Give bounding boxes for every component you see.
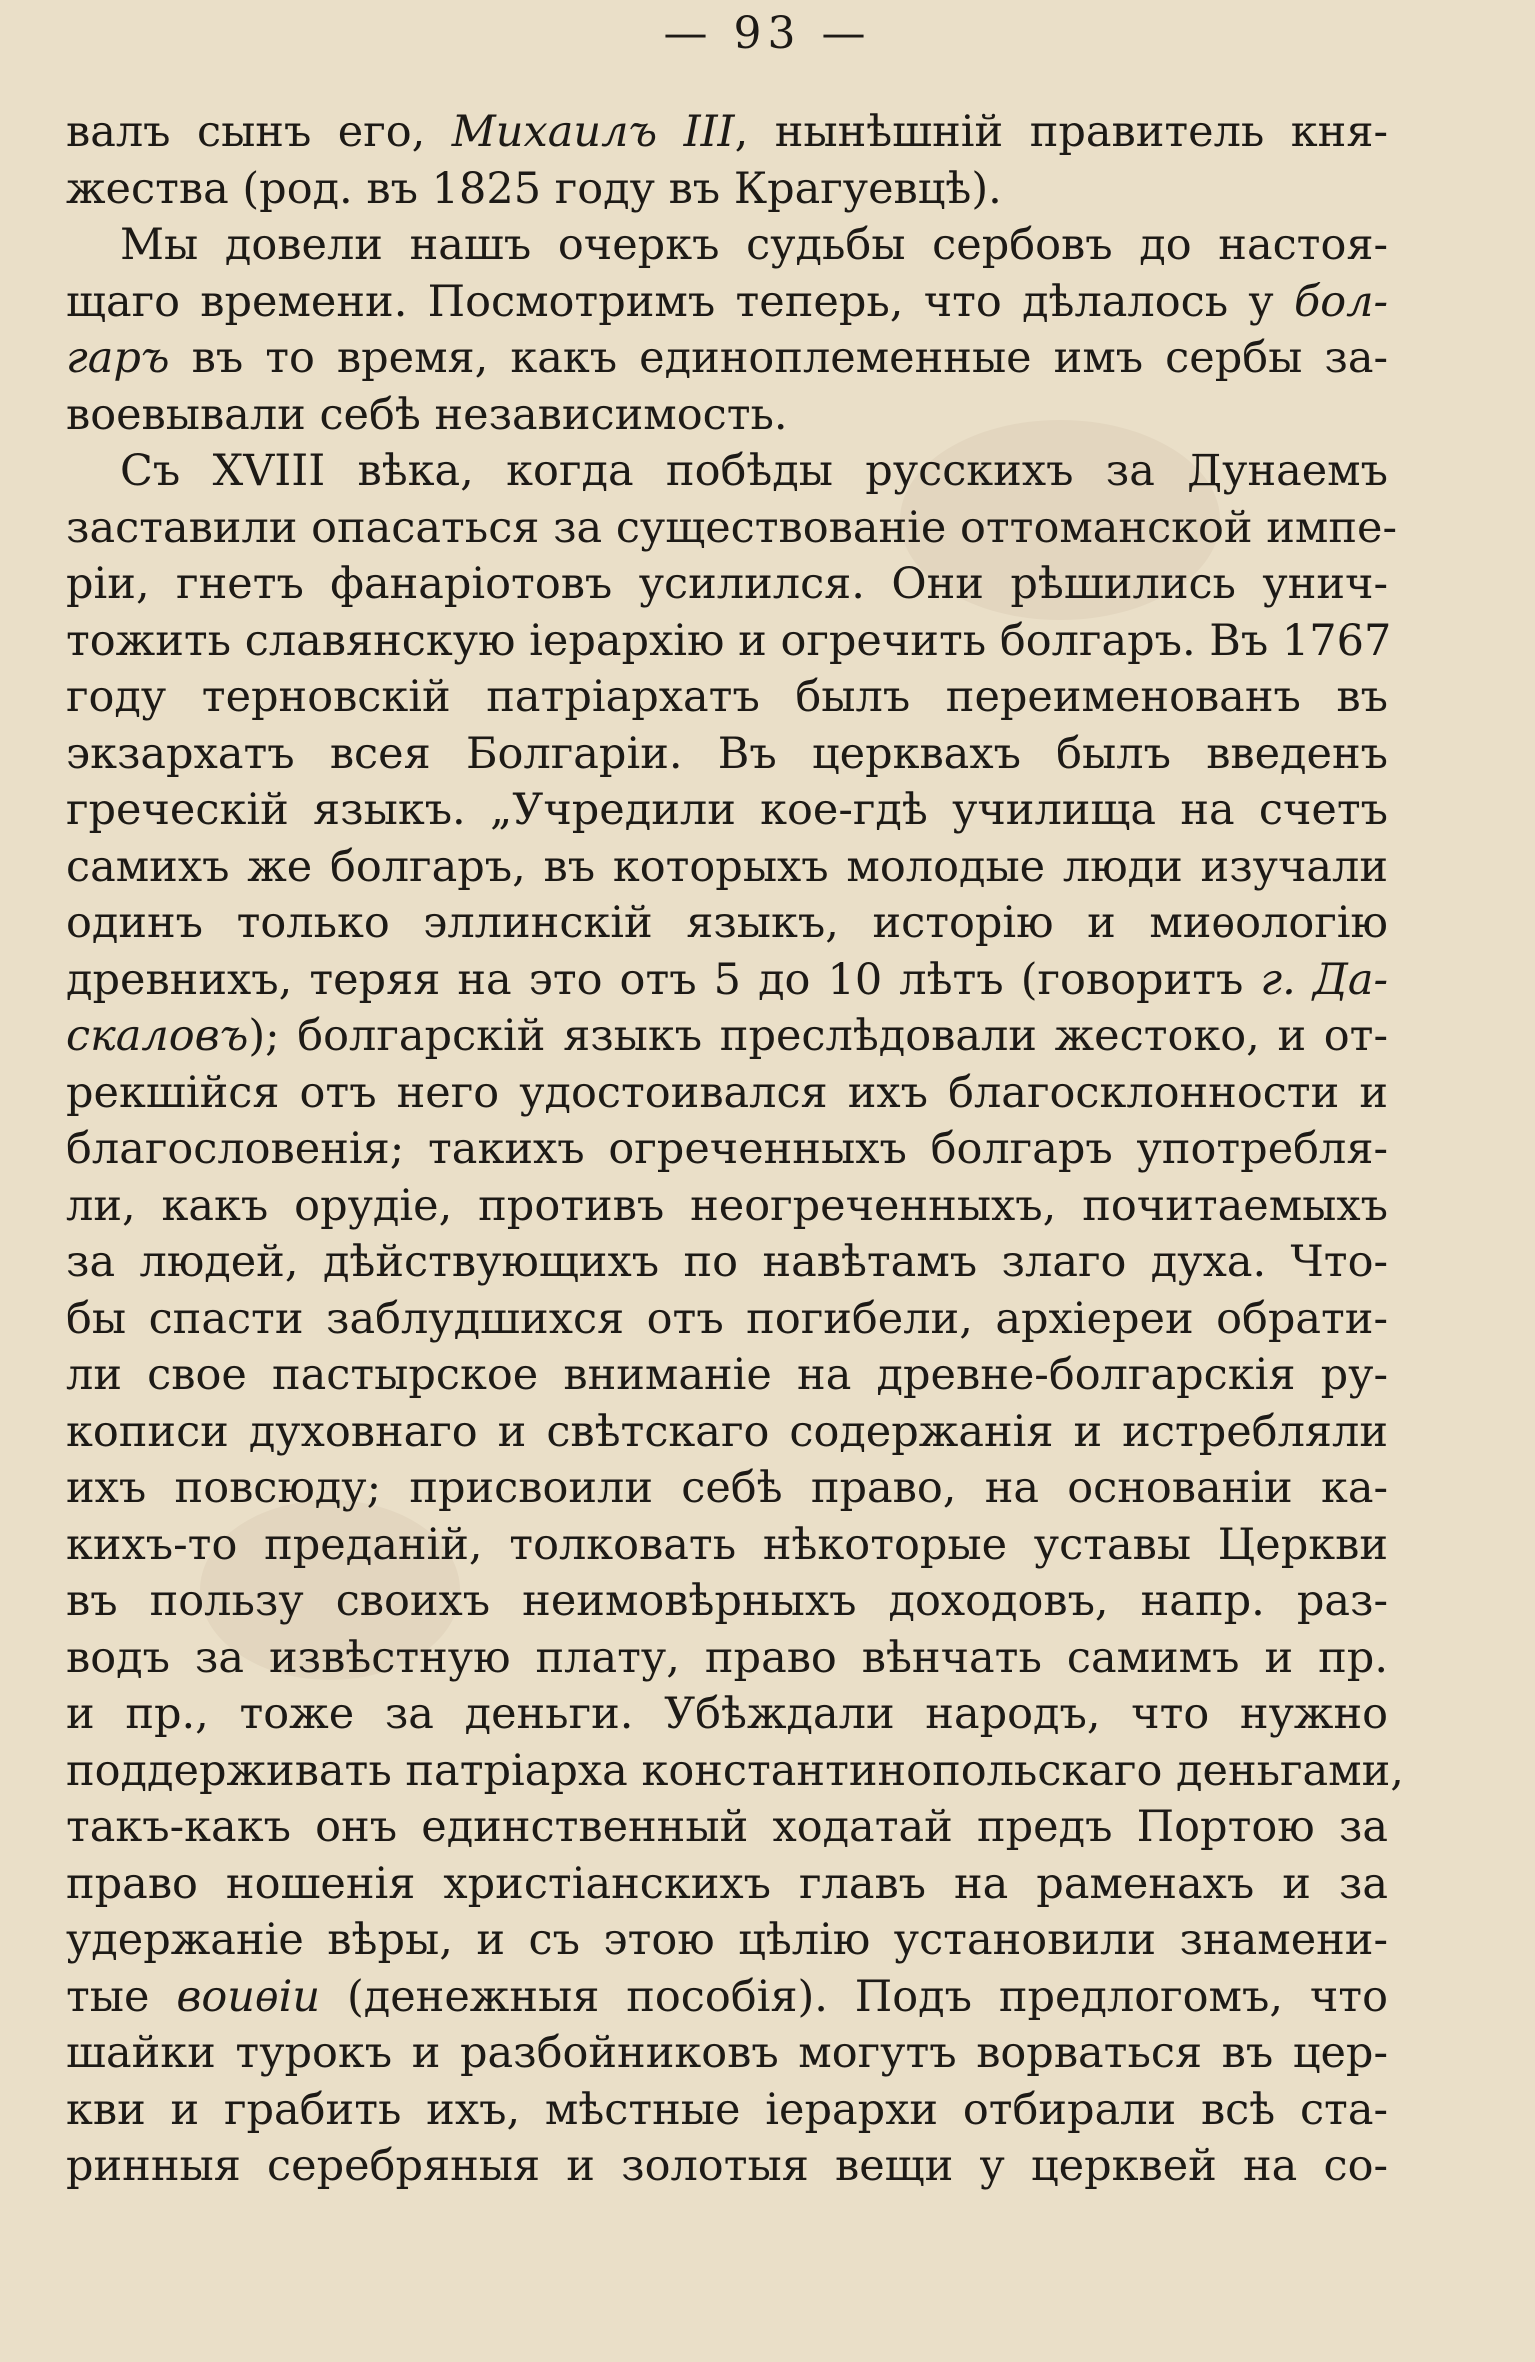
text-line: ли свое пастырское вниманіе на древне-болгарскія ру- bbox=[66, 1350, 1388, 1400]
text-line: тожить славянскую іерархію и огречить болгаръ. Въ 1767 bbox=[66, 615, 1392, 666]
text-line: рекшійся отъ него удостоивался ихъ благосклонности и bbox=[66, 1067, 1388, 1118]
text-line: и пр., тоже за деньги. Убѣждали народъ, что нужно bbox=[66, 1689, 1388, 1739]
italic-text: Михаилъ III bbox=[451, 107, 735, 157]
body-text bbox=[66, 104, 1404, 2195]
text-line: право ношенія христіанскихъ главъ на раменахъ и за bbox=[66, 1858, 1388, 1909]
text-line: водъ за извѣстную плату, право вѣнчать самимъ и пр. bbox=[66, 1632, 1388, 1683]
text-line: тые воиѳіи (денежныя пособія). Подъ предлогомъ, что bbox=[66, 1971, 1388, 2022]
text-line: заставили опасаться за существованіе оттоманской импе- bbox=[66, 502, 1398, 553]
text-line: ринныя серебряныя и золотыя вещи у церквей на со- bbox=[66, 2141, 1388, 2191]
text-line: кви и грабить ихъ, мѣстные іерархи отбирали всѣ ста- bbox=[66, 2084, 1388, 2135]
text-line: одинъ только эллинскій языкъ, исторію и миѳологію bbox=[66, 898, 1388, 948]
text-line: Мы довели нашъ очеркъ судьбы сербовъ до настоя- bbox=[120, 220, 1388, 270]
paragraph bbox=[66, 104, 1388, 217]
text-line: воевывали себѣ независимость. bbox=[66, 389, 788, 440]
paragraph bbox=[66, 443, 1404, 2195]
italic-text: гаръ bbox=[66, 333, 170, 383]
text-line: шайки турокъ и разбойниковъ могутъ ворваться въ цер- bbox=[66, 2028, 1388, 2078]
text-line: кописи духовнаго и свѣтскаго содержанія и истребляли bbox=[66, 1406, 1388, 1457]
text-line: скаловъ); болгарскій языкъ преслѣдовали жестоко, и от- bbox=[66, 1011, 1388, 1061]
text-line: кихъ-то преданій, толковать нѣкоторые уставы Церкви bbox=[66, 1519, 1388, 1570]
text-line: за людей, дѣйствующихъ по навѣтамъ злаго духа. Что- bbox=[66, 1237, 1388, 1287]
text-line: гаръ въ то время, какъ единоплеменные имъ сербы за- bbox=[66, 333, 1388, 383]
text-line: поддерживать патріарха константинопольскаго деньгами, bbox=[66, 1745, 1404, 1796]
text-line: греческій языкъ. „Учредили кое-гдѣ училища на счетъ bbox=[66, 785, 1388, 835]
italic-text: воиѳіи bbox=[176, 1971, 321, 2022]
text-line: въ пользу своихъ неимовѣрныхъ доходовъ, напр. раз- bbox=[66, 1576, 1388, 1626]
text-line: благословенія; такихъ огреченныхъ болгаръ употребля- bbox=[66, 1124, 1388, 1174]
text-line: древнихъ, теряя на это отъ 5 до 10 лѣтъ (говоритъ г. Да- bbox=[66, 954, 1388, 1005]
text-line: ріи, гнетъ фанаріотовъ усилился. Они рѣшились унич- bbox=[66, 559, 1388, 609]
italic-text: г. Да- bbox=[1260, 954, 1388, 1005]
text-line: такъ-какъ онъ единственный ходатай предъ Портою за bbox=[66, 1802, 1388, 1852]
text-line: ли, какъ орудіе, противъ неогреченныхъ, почитаемыхъ bbox=[66, 1180, 1388, 1231]
text-line: году терновскій патріархатъ былъ переименованъ въ bbox=[66, 672, 1388, 722]
text-line: бы спасти заблудшихся отъ погибели, архіереи обрати- bbox=[66, 1293, 1388, 1344]
paragraph bbox=[66, 217, 1388, 443]
text-line: удержаніе вѣры, и съ этою цѣлію установили знамени- bbox=[66, 1915, 1388, 1965]
text-line: экзархатъ всея Болгаріи. Въ церквахъ былъ введенъ bbox=[66, 728, 1388, 779]
text-line: щаго времени. Посмотримъ теперь, что дѣлалось у бол- bbox=[66, 276, 1388, 327]
text-line: валъ сынъ его, Михаилъ III, нынѣшній правитель кня- bbox=[66, 107, 1388, 157]
text-line: Съ XVIII вѣка, когда побѣды русскихъ за Дунаемъ bbox=[120, 446, 1388, 496]
text-line: жества (род. въ 1825 году въ Крагуевцѣ). bbox=[66, 163, 1002, 214]
text-line: ихъ повсюду; присвоили себѣ право, на основаніи ка- bbox=[66, 1463, 1388, 1513]
page-number: — 93 — bbox=[663, 8, 872, 59]
text-line: самихъ же болгаръ, въ которыхъ молодые люди изучали bbox=[66, 841, 1388, 892]
italic-text: бол- bbox=[1293, 276, 1388, 327]
italic-text: скаловъ bbox=[66, 1011, 249, 1061]
